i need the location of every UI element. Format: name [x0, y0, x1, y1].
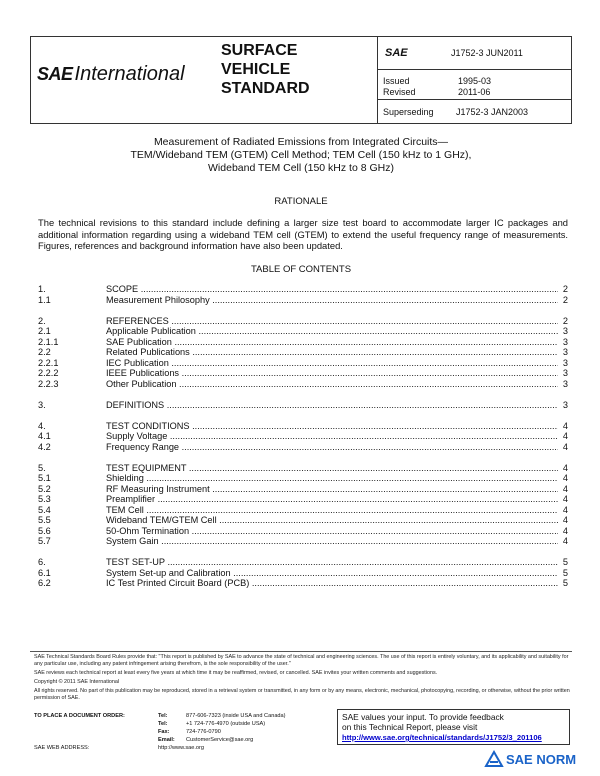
- toc-entry-page: 3: [562, 336, 568, 347]
- toc-entry[interactable]: [38, 505, 568, 516]
- title-line-2: TEM/Wideband TEM (GTEM) Cell Method; TEM Cell (150 kHz to 1 GHz),: [130, 149, 472, 161]
- toc-entry[interactable]: [38, 463, 568, 474]
- header-divider-2: [377, 99, 572, 100]
- footer-review-text: SAE reviews each technical report at least every five years at which time it may be reaffirmed, revised, or cancelled. SAE invites your written comments and suggestions.: [34, 670, 438, 676]
- toc-entry-number: 2.2.1: [38, 357, 59, 368]
- toc-entry-number: 5.3: [38, 494, 51, 504]
- issued-label: Issued: [383, 76, 410, 86]
- toc-entry-page: 3: [562, 378, 568, 389]
- toc-entry-page: 4: [562, 473, 568, 483]
- email-label: Email:: [158, 737, 175, 743]
- toc-entry-number: 2.1: [38, 326, 51, 336]
- toc-entry[interactable]: [38, 473, 568, 484]
- tel2-label: Tel:: [158, 721, 168, 727]
- toc-entry-title: Frequency Range .....: [106, 442, 558, 453]
- document-header: [30, 36, 572, 124]
- toc-entry-number: 5.7: [38, 536, 51, 546]
- footer-rights-text: All rights reserved. No part of this publication may be reproduced, stored in a retrieval system or transmitted, in any form or by any means, electronic, mechanical, photocopying, recording, or otherwise, without the prior written permission of SAE.: [34, 688, 570, 701]
- toc-entry-title: REFERENCES .....: [106, 316, 558, 327]
- toc-entry[interactable]: [38, 358, 568, 369]
- toc-entry-number: 5.6: [38, 525, 51, 536]
- feedback-box: [337, 709, 570, 745]
- toc-entry[interactable]: [38, 484, 568, 495]
- toc-entry-page: 3: [562, 326, 568, 336]
- watermark-logo-icon: [484, 750, 504, 768]
- toc-entry-number: 2.2: [38, 347, 51, 357]
- toc-entry-title: Related Publications .....: [106, 347, 558, 358]
- toc-entry-page: 4: [562, 525, 568, 536]
- toc-entry-title: Other Publication .....: [106, 379, 558, 390]
- toc-entry-page: 3: [562, 368, 568, 378]
- web-link[interactable]: http://www.sae.org: [158, 745, 205, 751]
- toc-entry-page: 4: [562, 420, 568, 431]
- toc-entry-page: 3: [562, 399, 568, 410]
- document-number: J1752-3 JUN2011: [451, 48, 523, 58]
- fax-value: 724-776-0790: [186, 729, 221, 735]
- toc-entry-page: 4: [562, 536, 568, 546]
- toc-entry[interactable]: [38, 421, 568, 432]
- toc-entry-number: 2.1.1: [38, 336, 59, 347]
- standard-type-line-3: STANDARD: [221, 80, 310, 97]
- toc-entry[interactable]: [38, 284, 568, 295]
- toc-entry[interactable]: [38, 347, 568, 358]
- superseding-label: Superseding: [383, 107, 434, 117]
- toc-entry-number: 5.2: [38, 483, 51, 494]
- toc-entry-title: TEST SET-UP .....: [106, 557, 558, 568]
- toc-entry-title: Supply Voltage .....: [106, 431, 558, 442]
- revised-label: Revised: [383, 87, 416, 97]
- tel-value[interactable]: 877-606-7323 (inside USA and Canada): [186, 713, 286, 719]
- toc-entry-number: 2.2.2: [38, 368, 59, 378]
- toc-entry[interactable]: [38, 295, 568, 306]
- feedback-link[interactable]: http://www.sae.org/technical/standards/J1752/3_201106: [342, 733, 542, 742]
- toc-entry[interactable]: [38, 578, 568, 589]
- issued-row: [383, 76, 492, 86]
- toc-entry-title: Measurement Philosophy .....: [106, 295, 558, 306]
- revised-row: [383, 87, 491, 97]
- toc-entry-page: 4: [562, 431, 568, 441]
- footer-rules-text: SAE Technical Standards Board Rules provide that: "This report is published by SAE to advance the state of technical and engineering sciences. The use of this report is entirely voluntary, and its applicability and suitability for any particular use, including any patent infringement arising therefrom, is the sole responsibility of the user.": [34, 654, 569, 667]
- toc-entry-title: 50-Ohm Termination .....: [106, 526, 558, 537]
- toc-entry-page: 4: [562, 504, 568, 515]
- order-label: TO PLACE A DOCUMENT ORDER:: [34, 713, 125, 719]
- title-line-1: Measurement of Radiated Emissions from Integrated Circuits—: [153, 136, 449, 148]
- toc-entry-title: IC Test Printed Circuit Board (PCB) .....: [106, 578, 558, 589]
- tel2-value[interactable]: +1 724-776-4970 (outside USA): [186, 721, 266, 727]
- fax-label: Fax:: [158, 729, 170, 735]
- toc-entry-title: TEST CONDITIONS .....: [106, 421, 558, 432]
- toc-entry-page: 3: [562, 357, 568, 368]
- footer-divider: [30, 651, 572, 652]
- sae-international-logo: [37, 63, 185, 86]
- toc-entry-page: 4: [562, 494, 568, 504]
- toc-entry[interactable]: [38, 515, 568, 526]
- toc-entry-number: 1.1: [38, 294, 51, 305]
- toc-entry-page: 5: [562, 567, 568, 578]
- revised-value: 2011-06: [458, 87, 491, 97]
- toc-entry-title: SAE Publication .....: [106, 337, 558, 348]
- logo-sae: SAE: [37, 64, 73, 84]
- toc-entry-number: 6.1: [38, 567, 51, 578]
- standard-type: [221, 41, 310, 98]
- toc-entry-number: 5.1: [38, 473, 51, 483]
- toc-entry-number: 5.4: [38, 504, 51, 515]
- toc-entry-number: 4.: [38, 420, 46, 431]
- toc-entry-page: 4: [562, 515, 568, 525]
- standard-type-line-2: VEHICLE: [221, 61, 291, 78]
- toc-entry-page: 2: [562, 284, 568, 294]
- tel-label: Tel:: [158, 713, 168, 719]
- toc-entry[interactable]: [38, 568, 568, 579]
- toc-entry-number: 2.2.3: [38, 378, 59, 389]
- toc-entry-title: IEEE Publications .....: [106, 368, 558, 379]
- toc-entry-page: 5: [562, 578, 568, 588]
- toc-entry[interactable]: [38, 379, 568, 390]
- toc-entry[interactable]: [38, 431, 568, 442]
- toc-entry-page: 2: [562, 315, 568, 326]
- toc-entry[interactable]: [38, 536, 568, 547]
- toc-entry-title: DEFINITIONS .....: [106, 400, 558, 411]
- toc-entry-number: 6.2: [38, 578, 51, 588]
- toc-entry-number: 5.: [38, 462, 46, 473]
- toc-entry-number: 6.: [38, 557, 46, 567]
- toc-entry-title: System Gain .....: [106, 536, 558, 547]
- toc-entry-title: Applicable Publication .....: [106, 326, 558, 337]
- toc-entry-title: TEM Cell .....: [106, 505, 558, 516]
- toc-entry[interactable]: [38, 494, 568, 505]
- toc-entry[interactable]: [38, 368, 568, 379]
- toc-entry[interactable]: [38, 337, 568, 348]
- toc-entry-page: 4: [562, 441, 568, 452]
- toc-entry-page: 3: [562, 347, 568, 357]
- logo-international: International: [74, 63, 185, 85]
- header-divider-vertical: [377, 37, 378, 123]
- toc-entry-page: 4: [562, 462, 568, 473]
- toc-entry-number: 4.2: [38, 441, 51, 452]
- toc-entry-title: Preamplifier .....: [106, 494, 558, 505]
- toc-entry[interactable]: [38, 526, 568, 537]
- toc-entry-title: Shielding .....: [106, 473, 558, 484]
- toc-entry[interactable]: [38, 442, 568, 453]
- toc-entry-title: TEST EQUIPMENT .....: [106, 463, 558, 474]
- superseding-row: [383, 107, 529, 117]
- toc-entry-number: 4.1: [38, 431, 51, 441]
- standard-type-line-1: SURFACE: [221, 42, 298, 59]
- email-link[interactable]: CustomerService@sae.org: [186, 737, 254, 743]
- toc-entry[interactable]: [38, 326, 568, 337]
- toc-entry-title: IEC Publication .....: [106, 358, 558, 369]
- footer-copyright: Copyright © 2011 SAE International: [34, 679, 120, 685]
- title-line-3: Wideband TEM Cell (150 kHz to 8 GHz): [208, 162, 394, 174]
- toc-entry-number: 3.: [38, 399, 46, 410]
- toc-entry-page: 4: [562, 483, 568, 494]
- toc-entry-number: 2.: [38, 315, 46, 326]
- toc-entry-title: System Set-up and Calibration .....: [106, 568, 558, 579]
- toc-entry-number: 1.: [38, 284, 46, 294]
- toc-entry-number: 5.5: [38, 515, 51, 525]
- document-title: [30, 136, 572, 175]
- toc-heading: TABLE OF CONTENTS: [250, 264, 352, 275]
- feedback-line-2: on this Technical Report, please visit: [342, 722, 478, 732]
- sae-mark: SAE: [385, 47, 408, 59]
- toc-entry-title: SCOPE .....: [106, 284, 558, 295]
- toc-entry[interactable]: [38, 316, 568, 327]
- toc-entry-page: 5: [562, 557, 568, 567]
- toc-entry-title: RF Measuring Instrument .....: [106, 484, 558, 495]
- toc-entry[interactable]: [38, 400, 568, 411]
- toc-entry-page: 2: [562, 294, 568, 305]
- rationale-heading: RATIONALE: [274, 196, 328, 207]
- toc-entry-title: Wideband TEM/GTEM Cell .....: [106, 515, 558, 526]
- feedback-line-1: SAE values your input. To provide feedback: [342, 712, 504, 722]
- issued-value: 1995-03: [458, 76, 492, 86]
- watermark-text: SAE NORM: [506, 752, 577, 767]
- toc-entry[interactable]: [38, 557, 568, 568]
- superseding-value: J1752-3 JAN2003: [456, 107, 529, 117]
- header-divider-1: [377, 69, 572, 70]
- rationale-text: The technical revisions to this standard include defining a larger size test board to accommodate larger IC packages and additional information regarding using a wideband TEM cell (GTEM) to extend the useful frequency range of measurements. Figures, references and background information have also been updated.: [38, 217, 568, 251]
- web-label: SAE WEB ADDRESS:: [34, 745, 90, 751]
